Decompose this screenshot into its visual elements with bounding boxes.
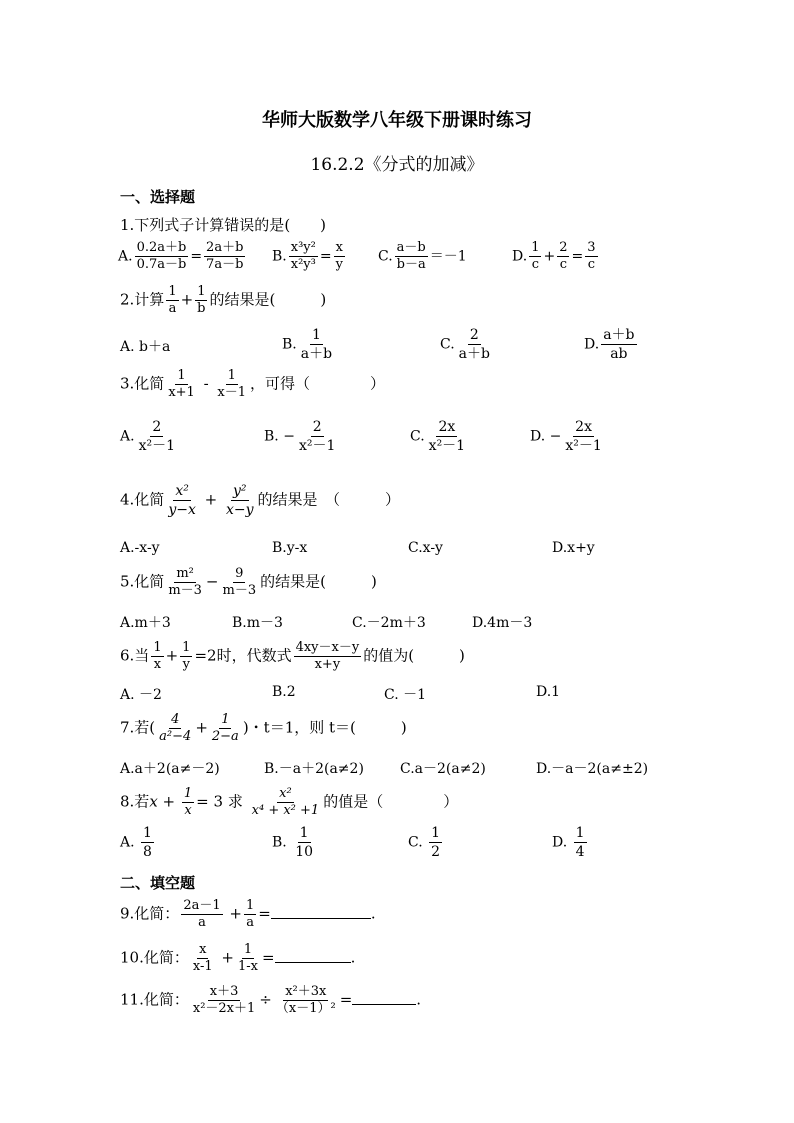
q7-option-c: C.a－2(a≠2) — [400, 761, 486, 777]
answer-blank[interactable] — [271, 918, 371, 919]
q8-option-d: D. $\frac{1}{4}$ — [552, 825, 585, 860]
question-1-stem: 1.下列式子计算错误的是( ) — [120, 216, 327, 234]
answer-blank[interactable] — [275, 962, 351, 963]
q4-option-b: B.y-x — [272, 540, 308, 556]
page-title: 华师大版数学八年级下册课时练习 — [262, 110, 532, 131]
page-subtitle: 16.2.2《分式的加减》 — [310, 155, 484, 175]
q2-option-a: A. b＋a — [120, 339, 171, 355]
question-7-stem: 7.若( $\frac{4}{\text{a²−4}}$ + $\frac{1}{2-a}$ )・t＝1，则 t＝( ) — [120, 712, 407, 744]
q6-option-a: A. －2 — [120, 687, 162, 703]
q6-option-b: B.2 — [272, 684, 296, 700]
answer-blank[interactable] — [352, 1004, 416, 1005]
q3-option-c: C. $\frac{2x}{\text{x²－1}}$ — [410, 419, 466, 454]
question-4-stem: 4.化简 $\frac{\text{x²}}{y-x}$ + $\frac{\text{y²}}{x-y}$ 的结果是 （ ） — [120, 483, 401, 518]
q1-option-d: D. $\frac{1}{c}$ + $\frac{2}{c}$ = $\frac{3}{c}$ — [512, 240, 596, 272]
q1-option-b: B. $\frac{\text{x³y²}}{\text{x²y³}}$ = $\frac{x}{y}$ — [272, 240, 343, 272]
q5-option-b: B.m－3 — [232, 615, 283, 631]
q2-option-b: B. $\frac{1}{a+b}$ — [282, 327, 333, 362]
q6-option-d: D.1 — [536, 684, 561, 700]
q7-option-b: B.－a＋2(a≠2) — [264, 761, 364, 777]
q4-option-a: A.-x-y — [120, 540, 160, 556]
question-6-stem: 6.当 $\frac{1}{x}$ + $\frac{1}{y}$ =2时，代数式 $\frac{4xy-x-y}{x+y}$ 的值为( ) — [120, 640, 465, 672]
question-9: 9.化简： $\frac{2a-1}{a}$ + $\frac{1}{a}$ = . — [120, 898, 376, 930]
question-2-stem: 2.计算 $\frac{1}{a}$ + $\frac{1}{b}$ 的结果是( ) — [120, 284, 327, 316]
question-11: 11.化简： $\frac{x+3}{\text{x²－2x＋1}}$ ÷ $\frac{\text{x²＋3x}}{\text{（x－1）²}}$ = . — [120, 984, 422, 1016]
q4-option-c: C.x-y — [408, 540, 443, 556]
question-10: 10.化简： $\frac{x}{x-1}$ + $\frac{1}{1-x}$ = . — [120, 942, 356, 974]
q8-option-c: C. $\frac{1}{2}$ — [408, 825, 441, 860]
q2-option-c: C. $\frac{2}{a+b}$ — [440, 327, 490, 362]
question-3-stem: 3.化简 $\frac{1}{x+1}$ - $\frac{1}{x-1}$ ，可得（ ） — [120, 368, 386, 400]
question-5-stem: 5.化简 $\frac{\text{m²}}{m-3}$ − $\frac{9}{m-3}$ 的结果是( ) — [120, 566, 377, 598]
q5-option-d: D.4m－3 — [472, 615, 533, 631]
q3-option-a: A. $\frac{2}{\text{x²－1}}$ — [120, 419, 175, 454]
q6-option-c: C. －1 — [384, 687, 427, 703]
q5-option-c: C.－2m＋3 — [352, 615, 426, 631]
q7-option-a: A.a＋2(a≠－2) — [120, 761, 220, 777]
q3-option-d: D. − $\frac{2x}{\text{x²－1}}$ — [530, 419, 602, 454]
q1-option-a: A. $\frac{0.2a+b}{0.7a-b}$ = $\frac{2a+b}{7a-b}$ — [118, 240, 244, 272]
q8-option-a: A. $\frac{1}{8}$ — [120, 825, 152, 860]
q7-option-d: D.－a－2(a≠±2) — [536, 761, 649, 777]
q5-option-a: A.m＋3 — [120, 615, 171, 631]
section-heading-choice: 一、选择题 — [120, 188, 196, 206]
question-8-stem: 8.若x + $\frac{1}{x}$ = 3 求 $\frac{\text{x²}}{\text{x⁴ + x² +1}}$ 的值是（ ） — [120, 786, 459, 818]
q2-option-d: D. $\frac{a+b}{ab}$ — [584, 327, 635, 362]
section-heading-fill: 二、填空题 — [120, 874, 196, 892]
q4-option-d: D.x+y — [552, 540, 595, 556]
q8-option-b: B. $\frac{1}{10}$ — [272, 825, 314, 860]
q1-option-c: C. $\frac{a-b}{b-a}$ ＝－1 — [378, 240, 467, 272]
q3-option-b: B. − $\frac{2}{\text{x²－1}}$ — [264, 419, 336, 454]
